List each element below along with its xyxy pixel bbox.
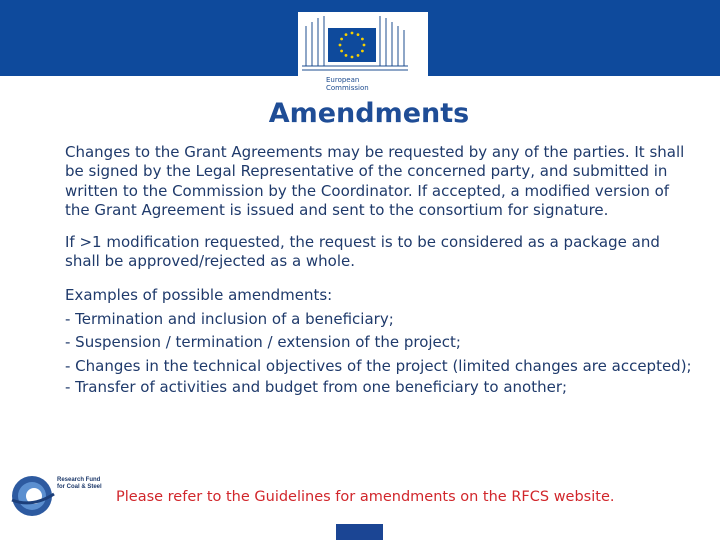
rfcs-line-2: for Coal & Steel <box>57 484 102 490</box>
rfcs-caption <box>57 477 117 491</box>
logo-caption <box>326 76 386 92</box>
page-title: Amendments <box>268 98 470 129</box>
slide-body <box>65 143 693 400</box>
rfcs-line-1: Research Fund <box>57 477 101 483</box>
examples-heading: Examples of possible amendments: <box>65 286 333 305</box>
paragraph-package: If >1 modification requested, the request is to be considered as a package and shall be approved/rejected as a whole. <box>65 232 660 271</box>
rfcs-logo-icon <box>10 474 58 522</box>
list-item: - Transfer of activities and budget from one beneficiary to another; <box>65 378 568 397</box>
european-commission-logo <box>298 12 428 104</box>
logo-line-european: European <box>326 76 360 84</box>
list-item: - Suspension / termination / extension of the project; <box>65 333 461 352</box>
examples-list <box>65 284 693 399</box>
list-item: - Changes in the technical objectives of the project (limited changes are accepted); <box>65 356 692 375</box>
guidelines-notice: Please refer to the Guidelines for amendments on the RFCS website. <box>116 489 615 505</box>
logo-line-commission: Commission <box>326 84 369 92</box>
paragraph-changes: Changes to the Grant Agreements may be requested by any of the parties. It shall be signed by the Legal Representative of the concerned party, and submitted in written to the Commission by the Coordinator. If accepted, a modified version of the Grant Agreement is issued and sent to the consortium for signature. <box>65 143 685 220</box>
list-item: - Termination and inclusion of a beneficiary; <box>65 309 394 328</box>
footer-bar <box>336 524 383 540</box>
